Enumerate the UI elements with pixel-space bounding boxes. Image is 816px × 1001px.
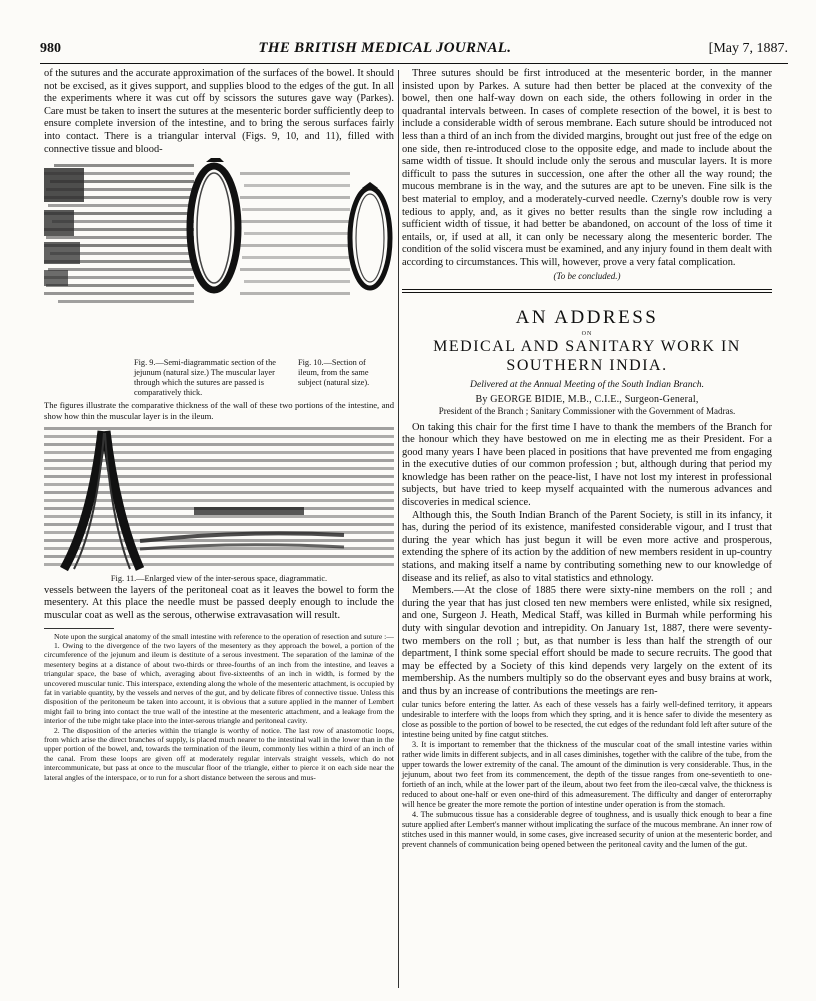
left-column	[44, 68, 394, 782]
issue-date: [May 7, 1887.	[708, 41, 788, 56]
figure-9-caption: Fig. 9.—Semi-diagrammatic section of the jejunum (natural size.) The muscular layer through which the sutures are passed is comparatively thick.	[134, 358, 276, 397]
address-title: AN ADDRESS	[515, 306, 659, 328]
figure-11	[44, 423, 394, 573]
footnote-2: 2. The disposition of the arteries within the triangle is worthy of notice. The last row of anastomotic loops, from which arise the direct branches of supply, is placed much nearer to the intestinal wall in the lower than in the upper portion of the bowel, and, towards the termination of the ileum, commonly lies within a third of an inch of the canal. From these loops are given off at moderately regular intervals straight vessels, which do not intercommunicate, but pass at once to the muscular floor of the triangle, either to pierce it on each side near the lateral angles of the interspace, or to run for a short distance between the serous and mus-	[44, 725, 394, 782]
author-byline: By GEORGE BIDIE, M.B., C.I.E., Surgeon-General,	[475, 393, 699, 405]
section-rule-thin	[402, 292, 772, 293]
header-rule	[40, 63, 788, 64]
figure-11-caption: Fig. 11.—Enlarged view of the inter-serous space, diagrammatic.	[110, 573, 328, 583]
figure-11-drawing	[44, 423, 394, 573]
address-subject-line-1: MEDICAL AND SANITARY WORK IN	[433, 337, 741, 355]
delivered-note: Delivered at the Annual Meeting of the South Indian Branch.	[470, 378, 704, 390]
figure-explanation: The figures illustrate the comparative thickness of the wall of these two portions of the intestine, and show how thin the muscular layer is in the ileum.	[44, 400, 394, 421]
right-paragraph-3: Although this, the South Indian Branch of the Parent Society, is still in its infancy, it has, during the period of its existence, manifested considerable vigour, and I trust that during the year which has just begun it will be even more active and prosperous, extending the sphere of its action by the addition of new members resident in up-country stations, and making itself a name by contributing something new to our knowledge of disease and its relief, as also to vital statistics and ethnology.	[402, 509, 772, 584]
figure-9-10-drawing	[44, 158, 394, 356]
right-paragraph-4: Members.—At the close of 1885 there were sixty-nine members on the roll ; and during the year that has just closed ten new members were enlisted, while six resigned, and one, Surgeon J. Heath, Medical Staff, was killed in Burmah while performing his duty with singular devotion and intrepidity. On January 1st, 1887, there were seventy-two members on the roll ; but, as that number is less than half the strength of our department, I think some special effort should be made to secure recruits. The good that may be effected by a Society of this kind depends very largely on the extent of its membership. As the numbers multiply so do the observant eyes and busy brains at work, and thus by an increase of contributions the meetings are ren-	[402, 585, 772, 697]
author-affiliation: President of the Branch ; Sanitary Commissioner with the Government of Madras.	[438, 405, 736, 416]
address-on: ON	[581, 330, 593, 337]
right-paragraph-1: Three sutures should be first introduced at the mesenteric border, in the manner insisted upon by Parkes. A suture had then better be placed at the convexity of the bowel, then one half-way down on each side, the others following in order in the quadrantal intervals between. In cases of complete resection of the bowel, it is best to include a considerable width of serous membrane. Each suture should be introduced not less than a third of an inch from the divided margins, brought out just free of the edge on one side, then re-introduced close to the opposite edge, and made to include about the same width of tissue. It should include only the serous and muscular layers. It is more difficult to pass the sutures in succession, one after the other all the way round; the mucous membrane is in the way, and the sutures are apt to be uneven. Fine silk is the best material to employ, and a moderately-curved needle. Czerny's double row is very tedious to apply, and, as it gives no better results than the single row including a sufficient width of tissue, it had better be abandoned, on account of the loss of time it entails, or, if used at all, it can only be necessary along the mesenteric border. The condition of the solid viscera must be examined, and any injury found in them dealt with according to circumstances. This will, however, prove a very fatal complication.	[402, 68, 772, 268]
page-number: 980	[40, 41, 61, 56]
footnote-continuation: cular tunics before entering the latter. As each of these vessels has a fairly well-defined territory, it appears undesirable to interfere with the loops from which they spring, and it is hence safer to divide the mesentery as close as possible to the portion of bowel to be resected, the cut edges of the redundant fold left after suture of the intestine being united by fine catgut stitches.	[402, 699, 772, 739]
left-paragraph-2: vessels between the layers of the peritoneal coat as it leaves the bowel to form the mesentery. At this place the needle must be passed deeply enough to include the muscular coat as well as the serous, otherwise extravasation will result.	[44, 584, 394, 621]
footnote-1: 1. Owing to the divergence of the two layers of the mesentery as they approach the bowel, a portion of the circumference of the jejunum and ileum is destitute of a serous investment. The separation of the laminæ of the mesentery begins at a distance of about two-thirds or three-fourths of an inch from the intestine, and leaves a triangular space, the base of which, averaging about five-sixteenths of an inch in width, is formed by the uncovered muscular tunic. This interspace, extending along the whole of the mesenteric attachment, is occupied by fat in variable quantity, by the vessels and nerves of the gut, and by delicate fibres of connective tissue. Unless this disposition of the peritoneum be taken into account, it is obvious that a suture applied in the manner of Lembert might fail to bring into contact the true wall of the intestine at the mesenteric attachment, and a leakage from the interior of the tube might take place into the inter-serous triangle and peritoneal cavity.	[44, 640, 394, 726]
column-divider	[398, 70, 399, 988]
left-paragraph-1: of the sutures and the accurate approximation of the surfaces of the bowel. It should not be excised, as it gives support, and supplies blood to the edges of the gut. In all the experiments where it was cut off by scissors the sutures gave way (Parkes). Care must be taken to insert the sutures at the mesenteric border sufficiently deep to ensure complete inversion of the intestine, and to bring the serous surfaces fairly into contact. There is a triangular interval (Figs. 9, 10, and 11), filled with connective tissue and blood-	[44, 68, 394, 155]
page-header	[40, 40, 788, 62]
footnote-4: 4. The submucous tissue has a considerable degree of toughness, and is usually thick enough to bear a fine suture applied after Lembert's manner without implicating the surface of the mucous membrane. An inner row of stitches used in this manner would, in some cases, give increased security of union at the mesenteric border, and prevent channels of communication being opened between the peritoneal cavity and the lumen of the gut.	[402, 809, 772, 849]
footnote-3: 3. It is important to remember that the thickness of the muscular coat of the small intestine varies within rather wide limits in different subjects, and in all cases diminishes, together with the calibre of the tube, from the upper towards the lower extremity of the canal. The amount of the diminution is very considerable. Thus, in the jejunum, about two feet from its commencement, the depth of the tissue ranges from one-seventieth to one-fortieth of an inch, while at the lower part of the ileum, about two feet from the ileo-cæcal valve, the thickness is reduced to about one-half or even one-third of this admeasurement. The difficulty and danger of enterorraphy will hence be greater the more remote the portion of intestine under operation is from the stomach.	[402, 739, 772, 809]
right-paragraph-2: On taking this chair for the first time I have to thank the members of the Branch for the honour which they have bestowed on me in electing me as their President. For a good many years I have been placed in positions that have prevented me from engaging in the executive duties of our common profession ; but, although during that period my knowledge has been rather on the peace-list, I have not lost my interest in professional subjects, but have tried to keep myself acquainted with the numerous advances and discoveries in medical science.	[402, 421, 772, 509]
journal-title: THE BRITISH MEDICAL JOURNAL.	[258, 40, 512, 56]
figure-captions	[44, 358, 394, 397]
right-column	[402, 68, 772, 850]
figure-10-caption: Fig. 10.—Section of ileum, from the same subject (natural size).	[298, 358, 370, 387]
address-subject-line-2: SOUTHERN INDIA.	[506, 356, 668, 374]
footnote-intro: Note upon the surgical anatomy of the small intestine with reference to the operation of resection and suture :—	[54, 631, 394, 641]
figures-9-10	[44, 158, 394, 356]
footnote-rule	[44, 628, 114, 629]
section-rule-thick	[402, 289, 772, 290]
to-be-concluded: (To be concluded.)	[553, 270, 621, 281]
